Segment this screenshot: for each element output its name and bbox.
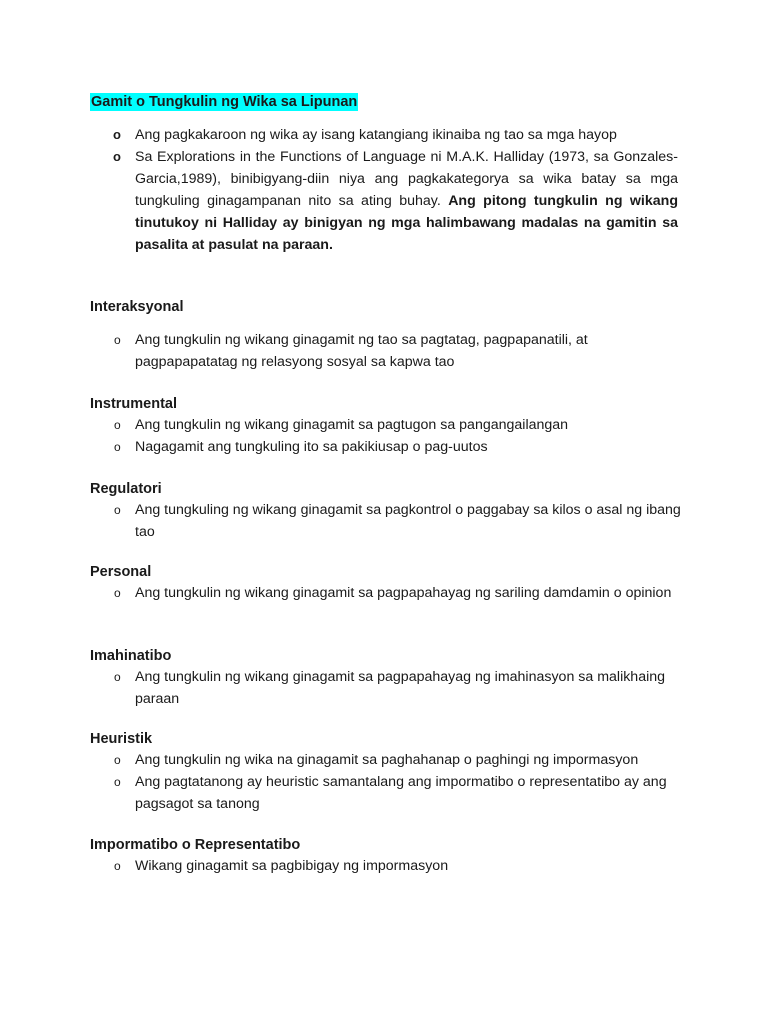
list-item [90,329,690,373]
intro-item-text: Sa Explorations in the Functions of Language ni M.A.K. Halliday (1973, sa Gonzales-Garcia,1989), binibigyang-diin niya ang pagkakategorya sa wika batay sa mga tungkuling ginagampanan nito sa ating buhay. [135,149,678,209]
section-heading: Instrumental [90,396,178,412]
list-item-text: Ang tungkulin ng wikang ginagamit sa pagpapahayag ng sariling damdamin o opinion [135,585,672,601]
section-list [90,329,690,373]
section-list [90,499,690,543]
bullet-icon: o [114,670,121,684]
section-instrumental [90,394,690,458]
section-heading: Heuristik [90,731,153,747]
list-item [90,414,690,436]
intro-item-text: Ang pagkakaroon ng wika ay isang katangiang ikinaiba ng tao sa mga hayop [135,127,617,143]
section-heading: Impormatibo o Representatibo [90,837,301,853]
bullet-icon: o [114,418,121,432]
section-list [90,666,690,710]
section-heading: Interaksyonal [90,299,184,315]
section-impormatibo [90,835,690,877]
bullet-icon: o [114,753,121,767]
section-heading: Personal [90,564,152,580]
section-interaksyonal [90,297,690,373]
list-item [90,749,690,771]
list-item-text: Nagagamit ang tungkuling ito sa pakikiusap o pag-uutos [135,439,488,455]
bullet-icon: o [113,149,121,164]
bullet-icon: o [114,503,121,517]
list-item [90,499,690,543]
list-item-text: Ang tungkulin ng wikang ginagamit sa pagpapahayag ng imahinasyon sa malikhaing paraan [135,669,666,707]
bullet-icon: o [114,859,121,873]
section-heading: Regulatori [90,481,162,497]
section-personal [90,562,690,604]
intro-item [113,146,678,256]
list-item-text: Ang tungkulin ng wikang ginagamit ng tao sa pagtatag, pagpapanatili, at pagpapapatatag ng relasyong sosyal sa kapwa tao [135,332,588,370]
bullet-icon: o [114,333,121,347]
list-item [90,582,690,604]
section-list [90,855,690,877]
list-item [90,666,690,710]
list-item [90,436,690,458]
intro-item-bold-text: Ang pitong tungkulin ng wikang tinutukoy ni Halliday ay binigyan ng mga halimbawang madalas na gamitin sa pasalita at pasulat na paraan. [135,193,678,253]
section-list [90,414,690,458]
list-item [90,771,690,815]
intro-list [113,124,678,256]
section-list [90,749,690,815]
section-list [90,582,690,604]
bullet-icon: o [114,775,121,789]
list-item-text: Wikang ginagamit sa pagbibigay ng impormasyon [135,858,449,874]
document-title: Gamit o Tungkulin ng Wika sa Lipunan [91,94,358,110]
list-item-text: Ang tungkulin ng wika na ginagamit sa paghahanap o paghingi ng impormasyon [135,752,639,768]
list-item-text: Ang pagtatanong ay heuristic samantalang ang impormatibo o representatibo ay ang pagsagot sa tanong [135,774,667,812]
section-imahinatibo [90,646,690,710]
section-regulatori [90,479,690,543]
bullet-icon: o [114,440,121,454]
list-item-text: Ang tungkuling ng wikang ginagamit sa pagkontrol o paggabay sa kilos o asal ng ibang tao [135,502,681,540]
section-heading: Imahinatibo [90,648,172,664]
list-item [90,855,690,877]
intro-item [113,124,678,146]
bullet-icon: o [114,586,121,600]
bullet-icon: o [113,127,121,142]
section-heuristik [90,729,690,815]
list-item-text: Ang tungkulin ng wikang ginagamit sa pagtugon sa pangangailangan [135,417,569,433]
